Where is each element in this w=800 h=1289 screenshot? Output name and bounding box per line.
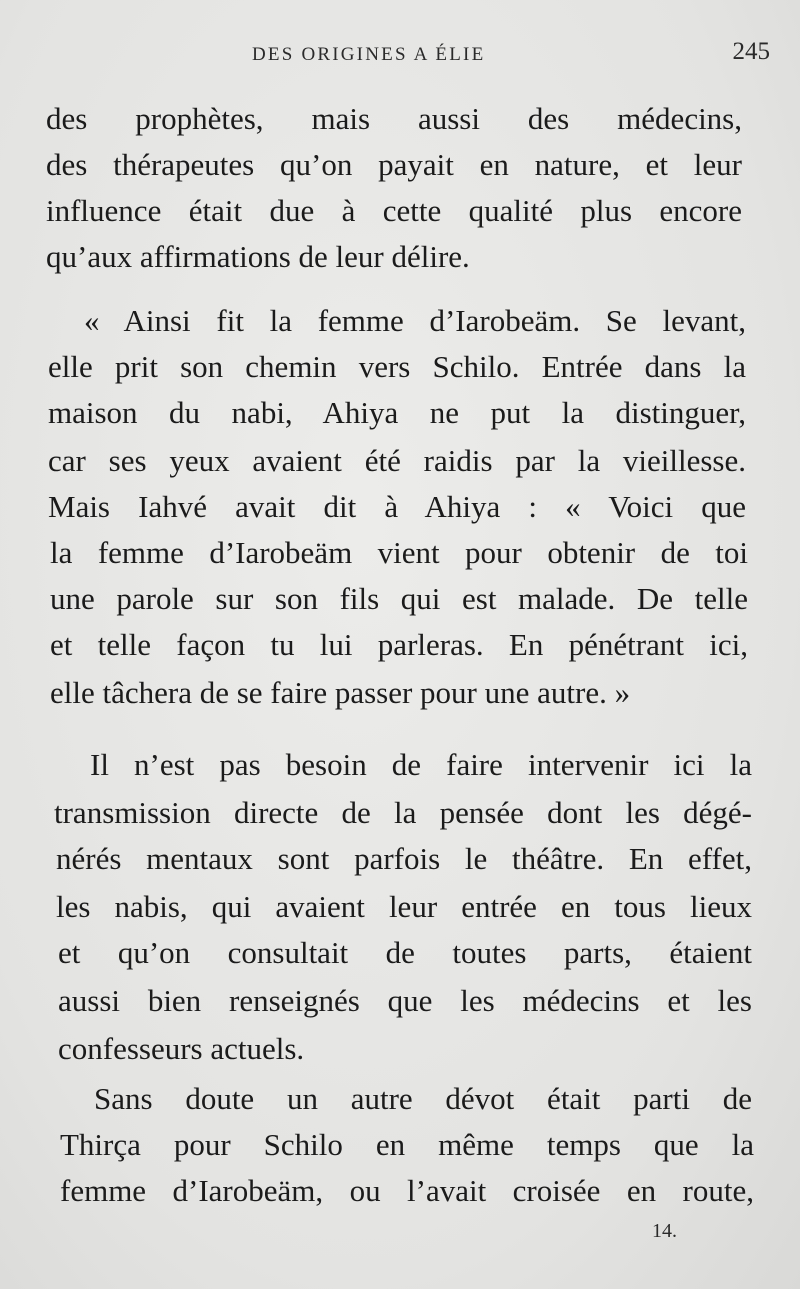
text-line: « Ainsi fit la femme d’Iarobeäm. Se levant, xyxy=(84,303,746,338)
text-line: des thérapeutes qu’on payait en nature, et leur xyxy=(46,147,742,182)
text-line: la femme d’Iarobeäm vient pour obtenir de toi xyxy=(50,535,748,570)
text-line: une parole sur son fils qui est malade. De telle xyxy=(50,581,748,616)
text-line: aussi bien renseignés que les médecins et les xyxy=(58,983,752,1018)
text-line: transmission directe de la pensée dont les dégé- xyxy=(54,795,752,830)
text-line: femme d’Iarobeäm, ou l’avait croisée en route, xyxy=(60,1173,754,1208)
text-line: nérés mentaux sont parfois le théâtre. En effet, xyxy=(56,841,752,876)
text-line: Sans doute un autre dévot était parti de xyxy=(94,1081,752,1116)
text-line: influence était due à cette qualité plus encore xyxy=(46,193,742,228)
signature-mark: 14. xyxy=(652,1220,677,1242)
text-line: maison du nabi, Ahiya ne put la distinguer, xyxy=(48,395,746,430)
text-line: car ses yeux avaient été raidis par la vieillesse. xyxy=(48,443,746,478)
text-line: qu’aux affirmations de leur délire. xyxy=(46,239,470,274)
text-line: confesseurs actuels. xyxy=(58,1031,305,1066)
text-line: les nabis, qui avaient leur entrée en tous lieux xyxy=(56,889,752,924)
text-line: Thirça pour Schilo en même temps que la xyxy=(60,1127,754,1162)
text-line: des prophètes, mais aussi des médecins, xyxy=(46,101,742,136)
text-line: elle prit son chemin vers Schilo. Entrée dans la xyxy=(48,349,746,384)
text-line: Mais Iahvé avait dit à Ahiya : « Voici que xyxy=(48,489,746,524)
text-line: Il n’est pas besoin de faire intervenir ici la xyxy=(90,747,752,782)
page-number: 245 xyxy=(732,38,770,65)
text-line: et telle façon tu lui parleras. En pénétrant ici, xyxy=(50,627,748,662)
text-line: et qu’on consultait de toutes parts, étaient xyxy=(58,935,752,970)
text-line: elle tâchera de se faire passer pour une autre. » xyxy=(50,675,631,710)
running-title: DES ORIGINES A ÉLIE xyxy=(252,44,486,65)
